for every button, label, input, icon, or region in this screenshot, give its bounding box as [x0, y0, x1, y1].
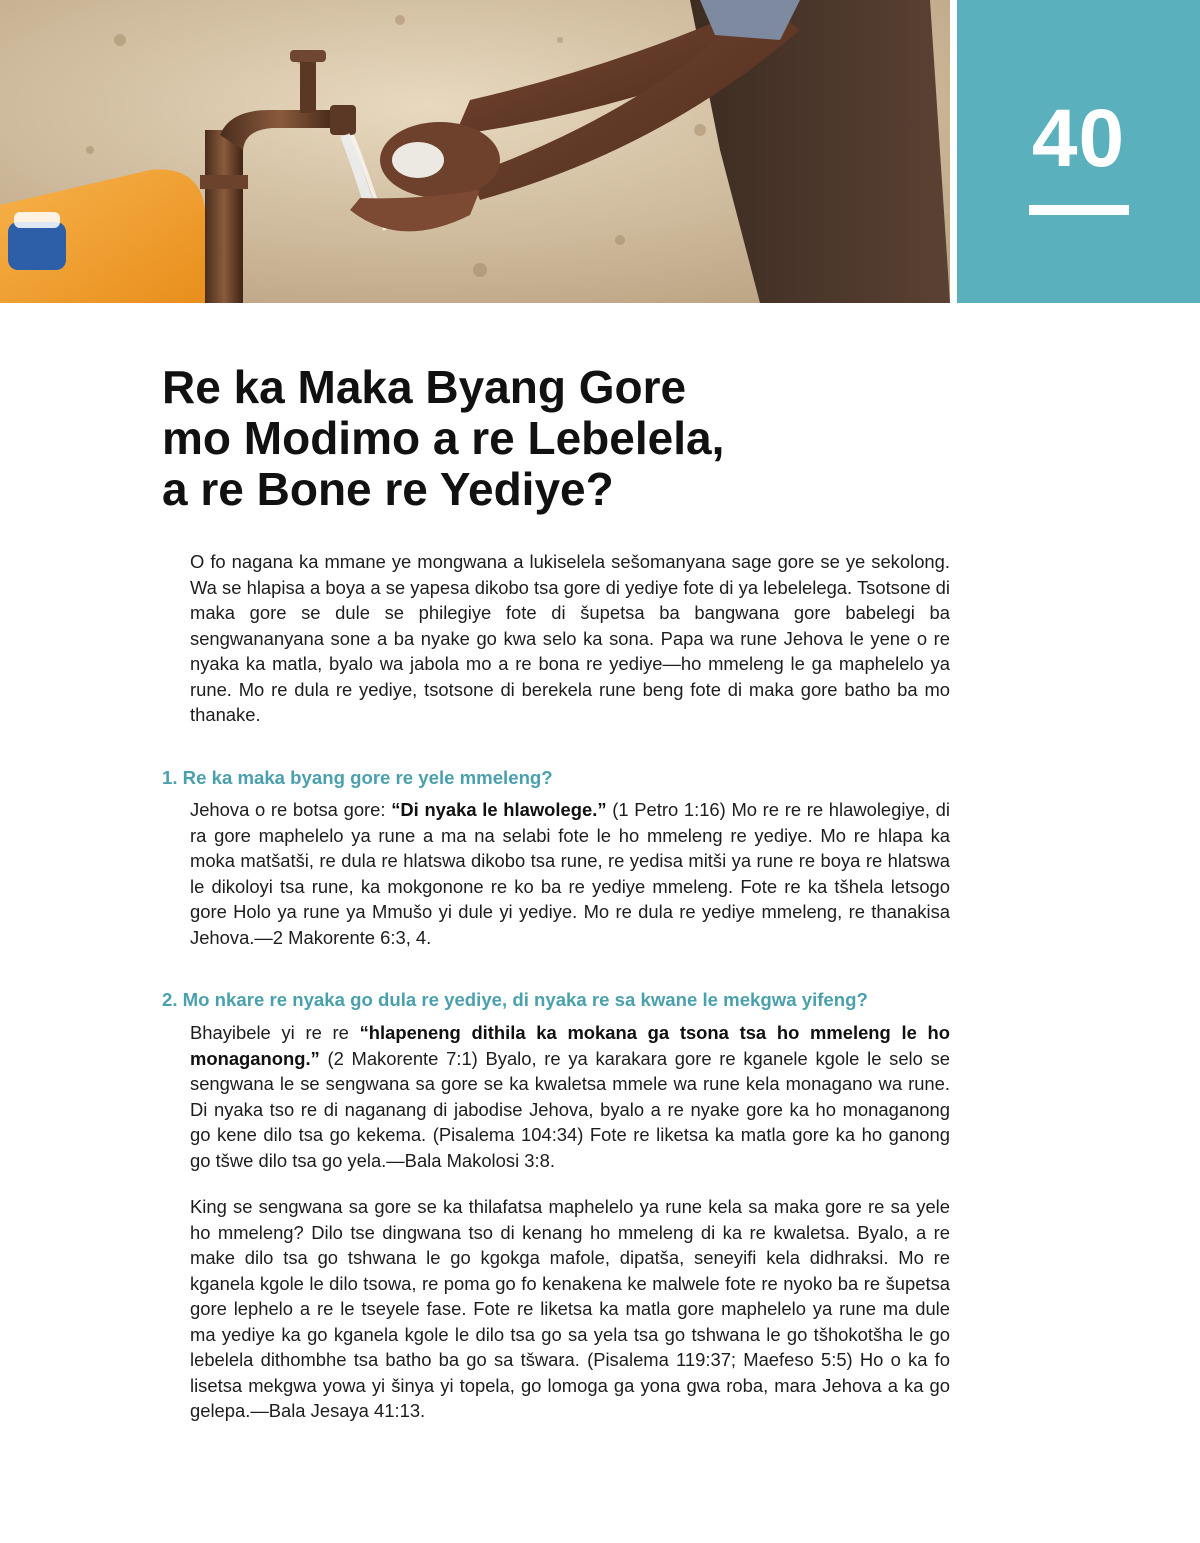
- header-photo: [0, 0, 950, 303]
- title-line: a re Bone re Yediye?: [162, 463, 614, 515]
- intro-paragraph: O fo nagana ka mmane ye mongwana a lukiselela sešomanyana sage gore se ye sekolong. Wa se hlapisa a boya a se yapesa dikobo tsa gore di yediye fote di ya lebelelega. Tsotsone di maka gore se dule se philegiye fote di šupetsa ba bangwana gore babelegi ba sengwananyana sone a ba nyake go kwa selo ka sona. Papa wa rune Jehova le yene o re nyaka ka matla, byalo wa jabola mo a re bona re yediye—ho mmeleng le ga maphelelo ya rune. Mo re dula re yediye, tsotsone di berekela rune beng fote di maka gore batho ba mo thanake.: [190, 551, 950, 725]
- paragraph-text: (2 Makorente 7:1) Byalo, re ya karakara gore re kganele kgole le selo se sengwana le se sengwana sa gore se ka kwaletsa mmele wa rune kela monagano wa rune. Di nyaka tso re di naganang di jabodise Jehova, byalo a re nyake gore ka ho monaganong go kene dilo tsa go kekema. (Pisalema 104:34) Fote re liketsa ka matla gore ka ho ganong go tšwe dilo tsa go yela.—Bala Makolosi 3:8.: [190, 1047, 950, 1171]
- scripture-quote: “Di nyaka le hlawolege.”: [391, 799, 607, 820]
- section-2-paragraph-1: [190, 1020, 950, 1173]
- paragraph-text: Jehova o re botsa gore:: [190, 799, 392, 820]
- section-1-paragraph: [190, 797, 950, 950]
- paragraph-text: (1 Petro 1:16) Mo re re re hlawolegiye, di ra gore maphelelo ya rune a ma na selabi fote le ho mmeleng re yediye. Mo re hlapa ka moka matšatši, re dula re hlatswa dikobo tsa rune, re yedisa mitši ya rune re boya re hlatswa le dikoloyi tsa rune, ka mokgonone re ko ba re yediye mmeleng. Fote re ka tšhela letsogo gore Holo ya rune ya Mmušo yi dule yi yediye. Mo re dula re yediye mmeleng, re thanakisa Jehova.—2 Makorente 6:3, 4.: [190, 799, 950, 948]
- lesson-number-badge: [957, 0, 1200, 303]
- badge-divider: [1029, 205, 1129, 215]
- lesson-number: 40: [1031, 93, 1126, 184]
- handwashing-illustration: [0, 0, 950, 303]
- section-2-heading: 2. Mo nkare re nyaka go dula re yediye, di nyaka re sa kwane le mekgwa yifeng?: [162, 989, 868, 1010]
- section-2-paragraph-2: King se sengwana sa gore se ka thilafatsa maphelelo ya rune kela sa maka gore re sa yele ho mmeleng? Dilo tse dingwana tso di kenang ho mmeleng di ka re kwaletsa. Byalo, a re make dilo tsa go tshwana le go kgokga mafole, dipatša, seneyifi kela didhraksi. Mo re kganela kgole le dilo tsowa, re poma go fo kenakena ke malwele fote re nyoko ba re šupetsa gore lephelo a re le tseyele fase. Fote re liketsa ka matla gore maphelelo ya rune ma dule ma yediye ka go kganela kgole le dilo tsa go sa yela tsa go tshwana le go tšhokotšha le go lebelela dithombhe tsa batho ba go sa tšwara. (Pisalema 119:37; Maefeso 5:5) Ho o ka fo lisetsa mekgwa yowa yi šinya yi topela, go lomoga ga yona gwa roba, mara Jehova a ka go gelepa.—Bala Jesaya 41:13.: [190, 1196, 950, 1421]
- title-line: mo Modimo a re Lebelela,: [162, 412, 725, 464]
- section-1-heading: 1. Re ka maka byang gore re yele mmeleng?: [162, 767, 553, 788]
- lesson-title: [162, 362, 922, 515]
- title-line: Re ka Maka Byang Gore: [162, 361, 687, 413]
- paragraph-text: Bhayibele yi re re: [190, 1022, 360, 1043]
- scripture-quote: “hlapeneng dithila ka mokana ga tsona tsa ho mmeleng le ho monaganong.”: [190, 1022, 950, 1069]
